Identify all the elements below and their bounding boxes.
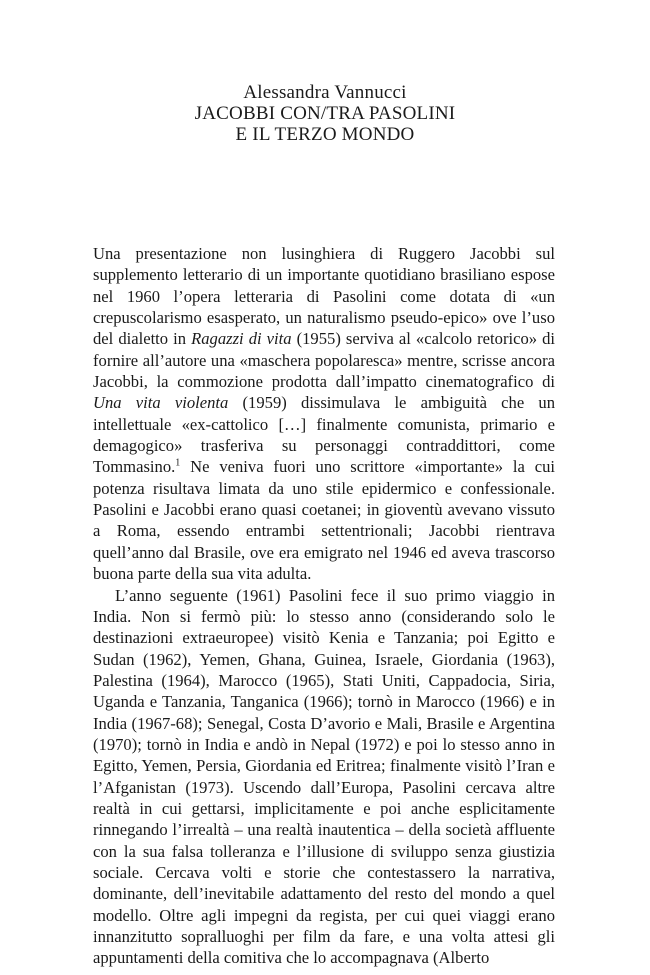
paragraph-1	[93, 243, 555, 585]
author-name: Alessandra Vannucci	[243, 82, 407, 103]
italic-title-ragazzi-di-vita: Ragazzi di vita	[191, 329, 292, 349]
paragraph-1-text-c: (1959) dissimulava le ambiguità che un intellettuale «ex-cattolico […] finalmente comunista, primario e demagogico» trasferiva su personaggi contraddittori, come Tommasino.	[93, 393, 556, 477]
paragraph-1-text-d: Ne veniva fuori uno scrittore «importante» la cui potenza risultava limata da uno stile epidermico e confessionale. Pasolini e Jacobbi erano quasi coetanei; in gioventù avevano vissuto a Roma, essendo entrambi settentrionali; Jacobbi rientrava quell’anno dal Brasile, ove era emigrato nel 1946 ed aveva trascorso buona parte della sua vita adulta.	[93, 457, 555, 584]
paragraph-1-text-b: (1955) serviva al «calcolo retorico» di fornire all’autore una «maschera popolaresca» mentre, scrisse ancora Jacobbi, la commozione prodotta dall’impatto cinematografico di	[93, 329, 556, 392]
chapter-title-line-2: E IL TERZO MONDO	[235, 124, 415, 145]
italic-title-una-vita-violenta: Una vita violenta	[93, 393, 229, 413]
paragraph-2: L’anno seguente (1961) Pasolini fece il suo primo viaggio in India. Non si fermò più: lo stesso anno (considerando solo le destinazioni extraeuropee) visitò Kenia e Tanzania; poi Egitto e Sudan (1962), Yemen, Ghana, Guinea, Israele, Giordania (1963), Palestina (1964), Marocco (1965), Stati Uniti, Cappadocia, Siria, Uganda e Tanzania, Tanganica (1966); tornò in Marocco (1966) e in India (1967-68); Senegal, Costa D’avorio e Mali, Brasile e Argentina (1970); tornò in India e andò in Nepal (1972) e poi lo stesso anno in Egitto, Yemen, Persia, Giordania ed Eritrea; finalmente visitò l’Iran e l’Afganistan (1973). Uscendo dall’Europa, Pasolini cercava altre realtà in cui gettarsi, implicitamente e poi anche esplicitamente rinnegando l’irrealtà – una realtà inautentica – della società affluente con la sua falsa tolleranza e l’illusione di sviluppo senza giustizia sociale. Cercava volti e storie che contestassero la narrativa, dominante, dell’inevitabile adattamento del resto del mondo a quel modello. Oltre agli impegni da regista, per cui quei viaggi erano innanzitutto sopralluoghi per film da fare, e una volta attesi gli appuntamenti della comitiva che lo accompagnava (Alberto	[93, 585, 555, 968]
chapter-header	[0, 82, 650, 145]
paragraph-1-text-a: Una presentazione non lusinghiera di Ruggero Jacobbi sul supplemento letterario di un importante quotidiano brasiliano espose nel 1960 l’opera letteraria di Pasolini come dotata di «un crepuscolarismo esasperato, un naturalismo pseudo-epico» ove l’uso del dialetto in	[93, 244, 555, 349]
body-text	[93, 243, 555, 969]
footnote-marker[interactable]: 1	[175, 457, 181, 469]
chapter-title-line-1: JACOBBI CON/TRA PASOLINI	[194, 103, 456, 124]
